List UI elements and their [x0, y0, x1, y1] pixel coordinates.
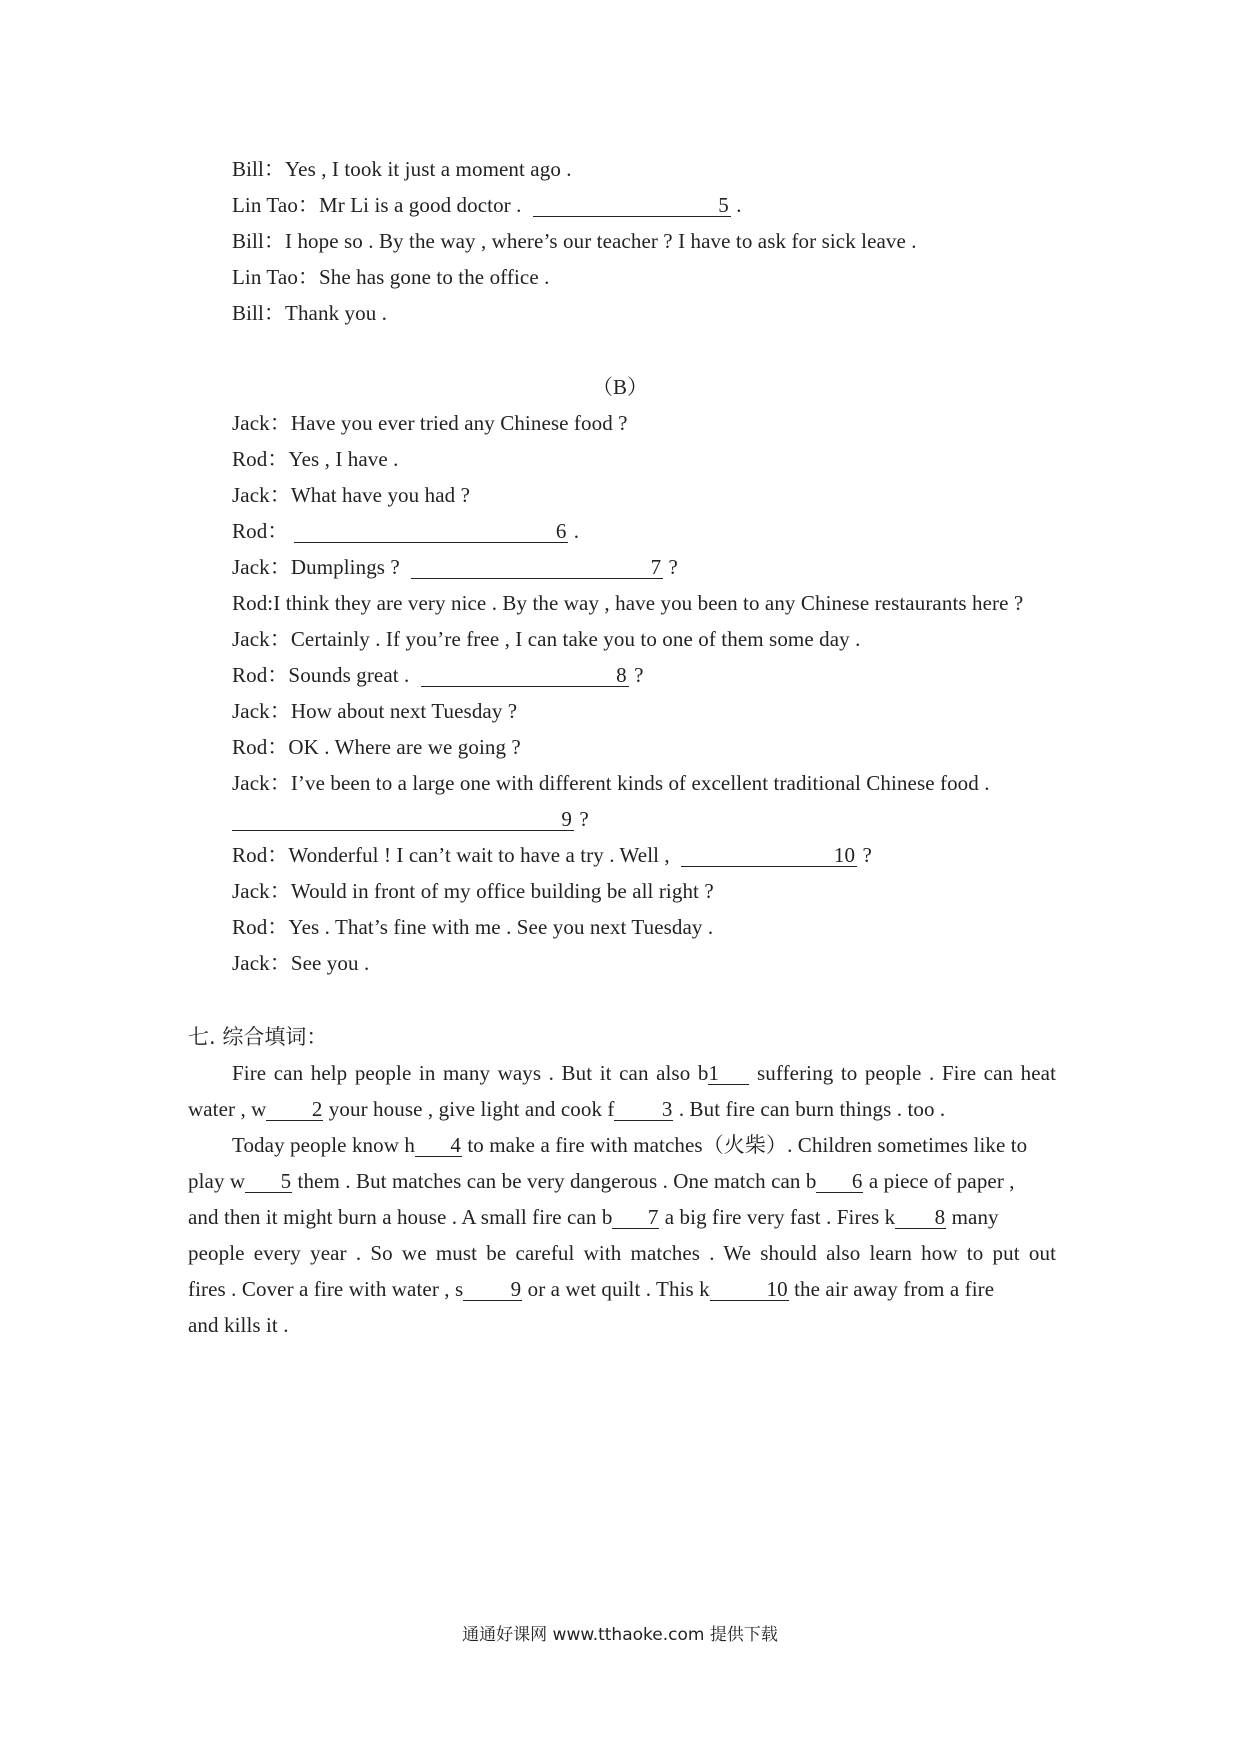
dialogue-text: Sounds great . [288, 663, 410, 687]
dialogue-b-line [232, 445, 399, 473]
cloze-text: water , w [188, 1097, 267, 1121]
dialogue-a-line [232, 191, 742, 219]
cloze-text: and then it might burn a house . A small fire can b [188, 1205, 613, 1229]
answer-blank[interactable]: 6 [294, 520, 568, 543]
speaker: Rod： [232, 447, 289, 471]
dialogue-text: How about next Tuesday ? [290, 699, 518, 723]
cloze-blank[interactable]: 1 [708, 1062, 749, 1085]
cloze-text: play w [188, 1169, 246, 1193]
cloze-text: them . But matches can be very dangerous . One match can b [292, 1169, 817, 1193]
dialogue-b-line [232, 589, 1023, 617]
dialogue-text: Mr Li is a good doctor . [319, 193, 522, 217]
dialogue-b-line [232, 877, 714, 905]
speaker: Rod： [232, 519, 289, 543]
cloze-text: and kills it . [188, 1313, 289, 1337]
speaker: Jack： [232, 879, 291, 903]
cloze-blank[interactable]: 2 [266, 1098, 323, 1121]
speaker: Rod： [232, 735, 289, 759]
punctuation: ? [574, 807, 589, 831]
cloze-text: your house , give light and cook f [323, 1097, 615, 1121]
cloze-text: . But fire can burn things . too . [673, 1097, 946, 1121]
section-title: 七. 综合填词： [188, 1025, 328, 1049]
answer-blank[interactable]: 10 [681, 844, 857, 867]
speaker: Rod: [232, 591, 274, 615]
cloze-line [188, 1203, 999, 1231]
cloze-text: Today people know h [232, 1133, 415, 1157]
speaker: Bill： [232, 157, 286, 181]
speaker: Jack： [232, 483, 291, 507]
dialogue-a-line [232, 299, 387, 327]
cloze-line [188, 1275, 994, 1303]
dialogue-b-line [232, 697, 517, 725]
speaker: Rod： [232, 663, 289, 687]
dialogue-text: OK . Where are we going ? [288, 735, 521, 759]
page-footer: 通通好课网 www.tthaoke.com 提供下载 [462, 1625, 778, 1645]
punctuation: ? [628, 663, 644, 687]
dialogue-text: Have you ever tried any Chinese food ? [290, 411, 628, 435]
dialogue-text: Dumplings ? [290, 555, 400, 579]
cloze-blank[interactable]: 9 [463, 1278, 522, 1301]
punctuation: ? [857, 843, 872, 867]
cloze-line [232, 1059, 1056, 1087]
speaker: Jack： [232, 771, 291, 795]
dialogue-text: Wonderful ! I can’t wait to have a try . Well , [288, 843, 670, 867]
dialogue-text: What have you had ? [290, 483, 470, 507]
dialogue-b-line [232, 805, 589, 833]
cloze-blank[interactable]: 6 [816, 1170, 863, 1193]
punctuation: ? [663, 555, 678, 579]
cloze-line [188, 1167, 1015, 1195]
speaker: Jack： [232, 699, 291, 723]
dialogue-b-line [232, 733, 521, 761]
dialogue-b-line [232, 841, 872, 869]
section-b-heading: （B） [591, 375, 648, 399]
cloze-line [232, 1131, 1027, 1159]
cloze-blank[interactable]: 4 [415, 1134, 462, 1157]
dialogue-a-line [232, 263, 549, 291]
dialogue-b-line [232, 625, 860, 653]
answer-blank[interactable]: 9 [232, 808, 574, 831]
cloze-blank[interactable]: 5 [245, 1170, 292, 1193]
cloze-line [188, 1095, 945, 1123]
cloze-line [188, 1311, 289, 1339]
dialogue-b-line [232, 913, 713, 941]
answer-blank[interactable]: 5 [533, 194, 731, 217]
cloze-text: a piece of paper , [863, 1169, 1015, 1193]
dialogue-b-line [232, 769, 990, 797]
dialogue-text: I hope so . By the way , where’s our teacher ? I have to ask for sick leave . [285, 229, 917, 253]
speaker: Jack： [232, 555, 291, 579]
answer-blank[interactable]: 7 [411, 556, 663, 579]
dialogue-text: I think they are very nice . By the way , have you been to any Chinese restaurants here ? [273, 591, 1024, 615]
cloze-text: people every year . So we must be careful with matches . We should also learn how to put out [188, 1241, 1056, 1265]
speaker: Bill： [232, 229, 286, 253]
speaker: Jack： [232, 411, 291, 435]
cloze-text: the air away from a fire [788, 1277, 995, 1301]
speaker: Lin Tao： [232, 193, 320, 217]
dialogue-b-line [232, 481, 470, 509]
dialogue-b-line [232, 661, 644, 689]
cloze-blank[interactable]: 7 [612, 1206, 659, 1229]
speaker: Rod： [232, 915, 289, 939]
dialogue-text: Certainly . If you’re free , I can take you to one of them some day . [290, 627, 861, 651]
dialogue-b-line [232, 517, 579, 545]
dialogue-text: Yes , I have . [288, 447, 399, 471]
dialogue-a-line [232, 155, 572, 183]
cloze-text: suffering to people . Fire can heat [749, 1061, 1056, 1085]
speaker: Jack： [232, 951, 291, 975]
cloze-text: fires . Cover a fire with water , s [188, 1277, 464, 1301]
speaker: Bill： [232, 301, 286, 325]
dialogue-text: Would in front of my office building be all right ? [290, 879, 714, 903]
dialogue-text: Thank you . [285, 301, 388, 325]
dialogue-text: See you . [290, 951, 370, 975]
cloze-text: or a wet quilt . This k [522, 1277, 710, 1301]
punctuation: . [568, 519, 580, 543]
dialogue-text: I’ve been to a large one with different kinds of excellent traditional Chinese food . [290, 771, 990, 795]
dialogue-a-line [232, 227, 917, 255]
cloze-blank[interactable]: 3 [614, 1098, 673, 1121]
dialogue-text: She has gone to the office . [319, 265, 550, 289]
punctuation: . [730, 193, 742, 217]
speaker: Jack： [232, 627, 291, 651]
cloze-blank[interactable]: 10 [710, 1278, 789, 1301]
cloze-line [188, 1239, 1056, 1267]
speaker: Lin Tao： [232, 265, 320, 289]
cloze-text: many [946, 1205, 999, 1229]
speaker: Rod： [232, 843, 289, 867]
dialogue-b-line [232, 553, 678, 581]
cloze-text: to make a fire with matches（火柴）. Children sometimes like to [461, 1133, 1028, 1157]
cloze-text: Fire can help people in many ways . But it can also b [232, 1061, 709, 1085]
dialogue-b-line [232, 409, 628, 437]
dialogue-b-line [232, 949, 369, 977]
dialogue-text: Yes , I took it just a moment ago . [285, 157, 572, 181]
cloze-text: a big fire very fast . Fires k [659, 1205, 896, 1229]
dialogue-text: Yes . That’s fine with me . See you next Tuesday . [288, 915, 714, 939]
cloze-blank[interactable]: 8 [895, 1206, 946, 1229]
answer-blank[interactable]: 8 [421, 664, 629, 687]
